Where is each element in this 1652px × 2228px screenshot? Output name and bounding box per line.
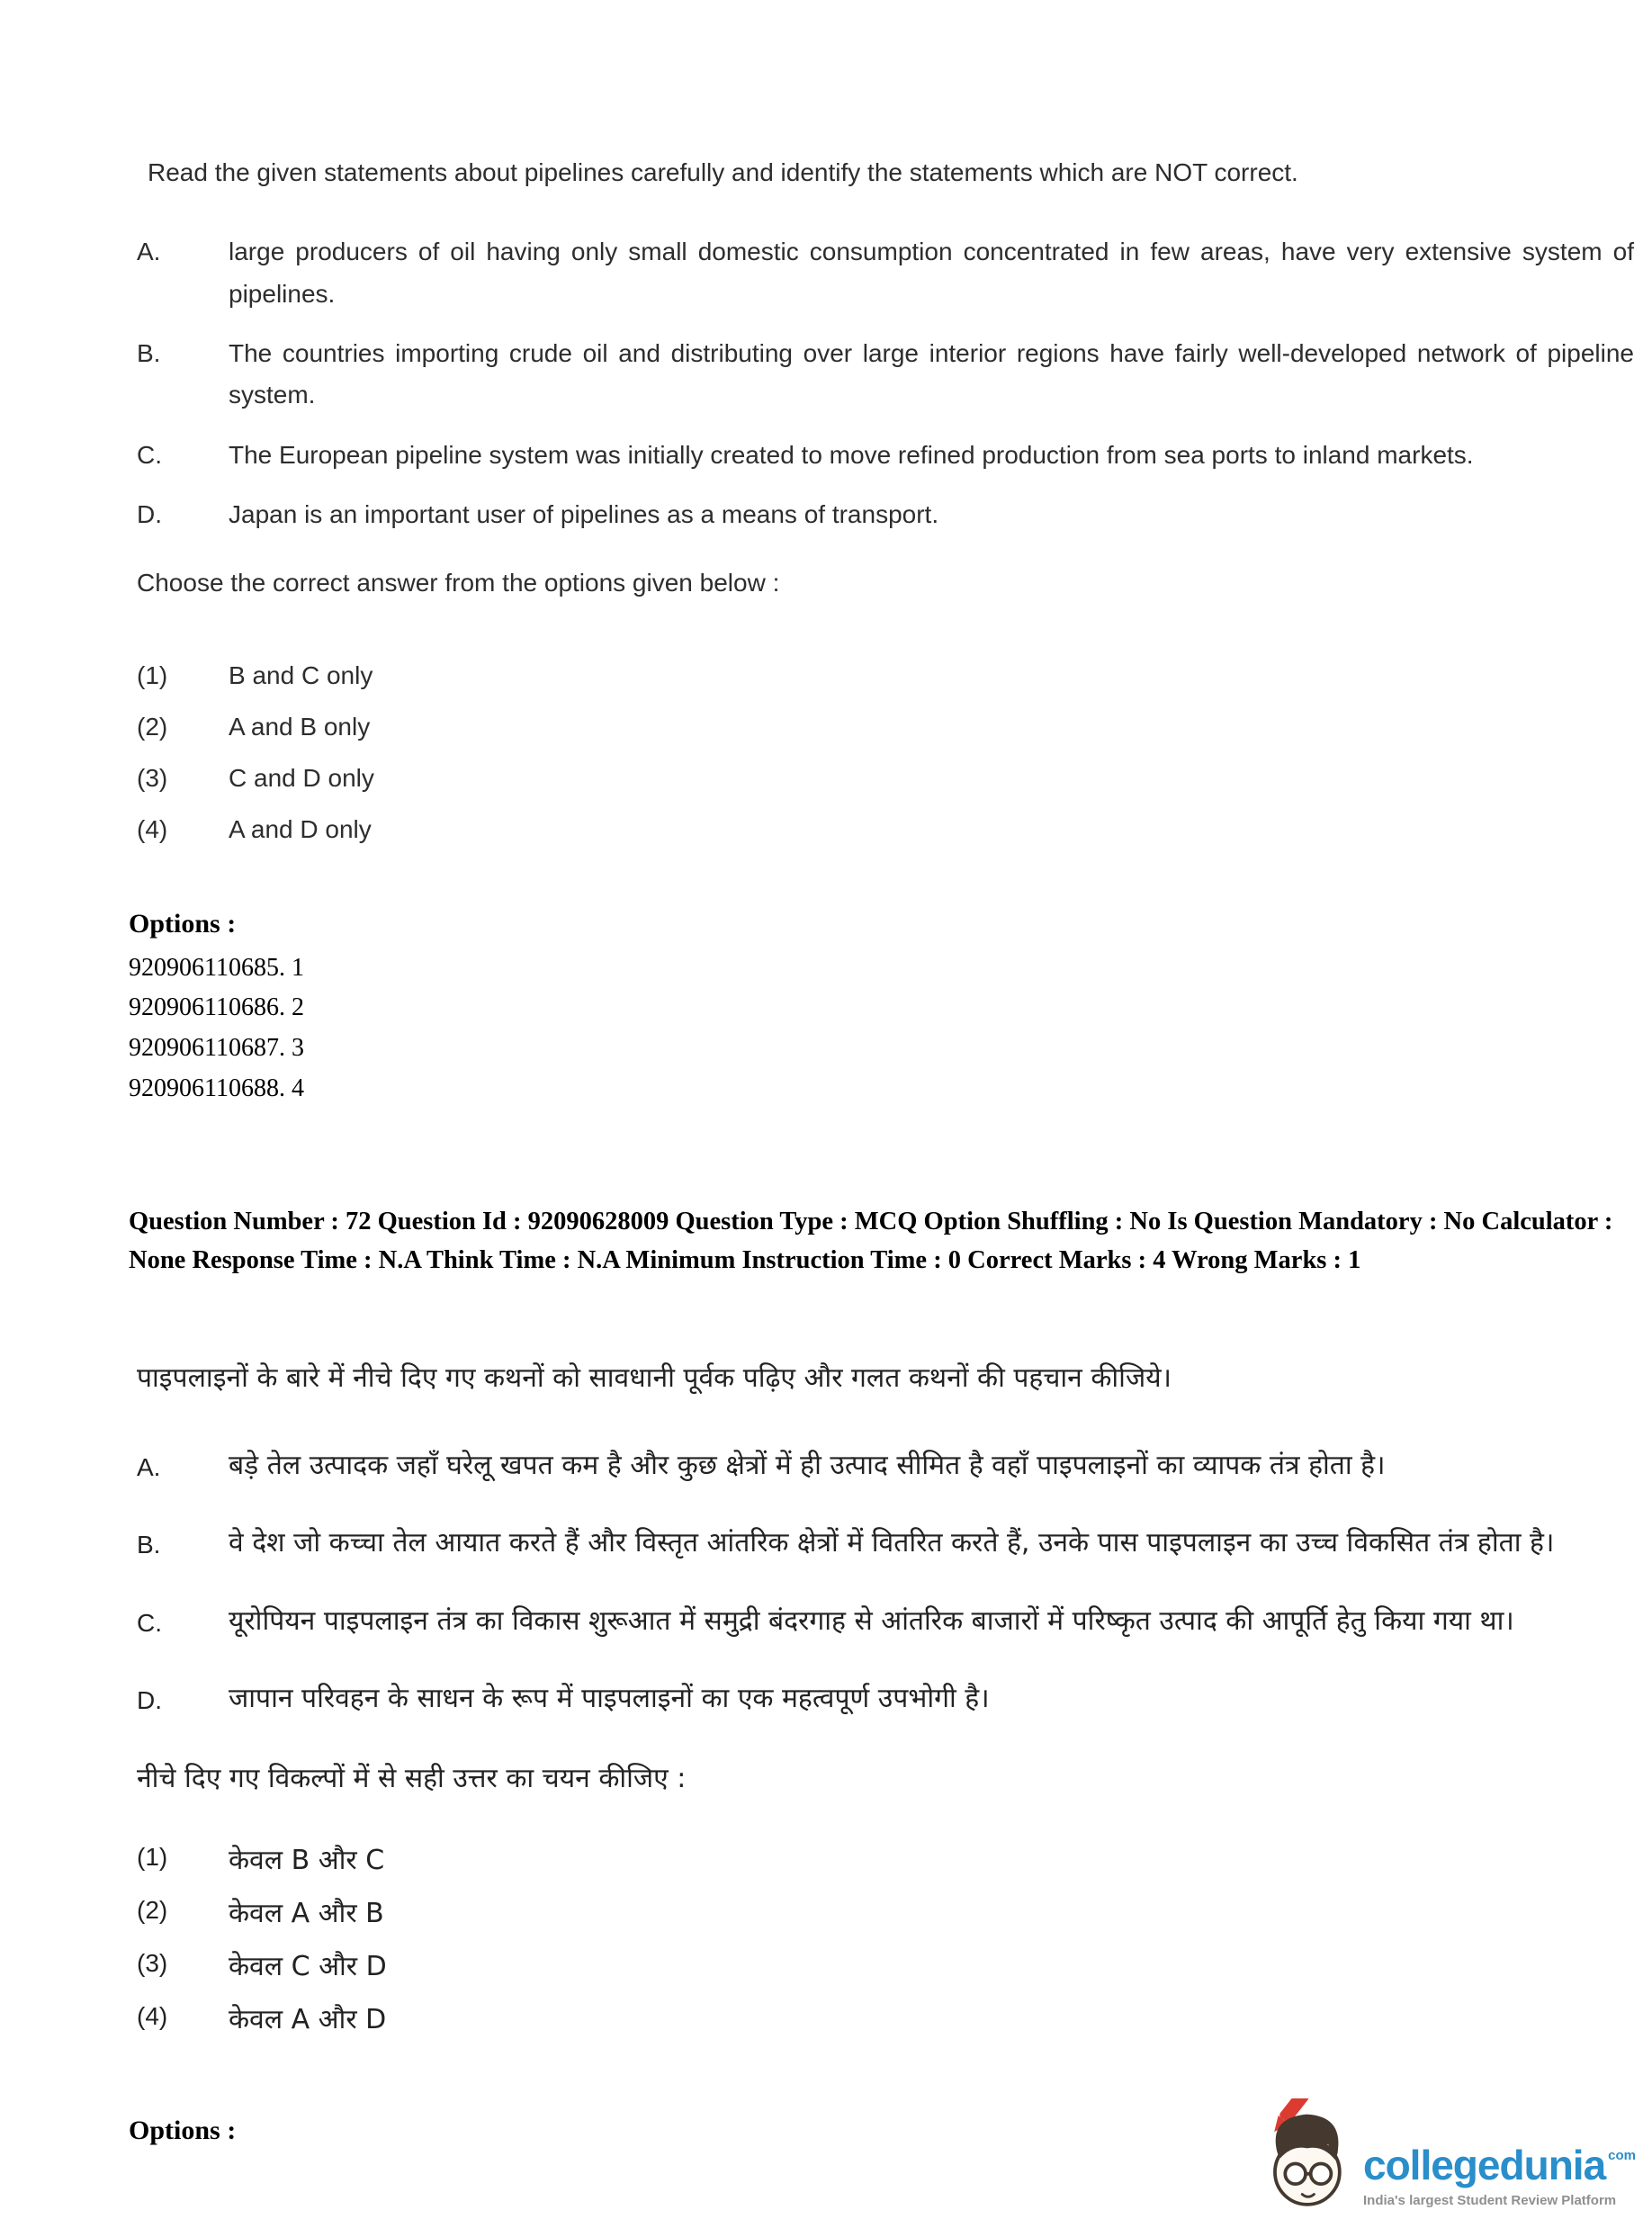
collegedunia-logo <box>1259 2098 1636 2212</box>
choose-answer-line-hi: नीचे दिए गए विकल्पों में से सही उत्तर का चयन कीजिए : <box>137 1762 687 1794</box>
option-text: A and B only <box>229 712 371 741</box>
statement-row <box>137 1442 1634 1489</box>
statement-row <box>137 494 1634 535</box>
statement-letter: D. <box>137 500 162 529</box>
statement-row <box>137 1520 1634 1567</box>
statement-row <box>137 1598 1634 1645</box>
statement-letter: C. <box>137 1608 162 1637</box>
option-text: केवल A और B <box>229 1897 384 1929</box>
options-header-bottom: Options : <box>129 2115 237 2145</box>
option-id: 920906110688. 4 <box>129 1074 304 1103</box>
statement-text: The European pipeline system was initially created to move refined production from sea ports to inland markets. <box>229 440 1474 469</box>
option-number: (4) <box>137 2001 168 2030</box>
option-id-list <box>129 948 1634 1110</box>
option-text: केवल B और C <box>229 1844 385 1876</box>
brand-tagline: India's largest Student Review Platform <box>1362 2193 1617 2208</box>
choose-answer-line-en: Choose the correct answer from the options given below : <box>137 568 780 597</box>
statement-row <box>137 435 1634 476</box>
statement-text: large producers of oil having only small domestic consumption concentrated in few areas, have very extensive system of pipelines. <box>229 238 1634 308</box>
option-text: केवल C और D <box>229 1950 387 1982</box>
mcq-option-row <box>137 764 1634 793</box>
statement-text: Japan is an important user of pipelines as a means of transport. <box>229 500 939 529</box>
mcq-option-row <box>137 1840 1634 1877</box>
option-number: (4) <box>137 814 168 843</box>
question-metadata: Question Number : 72 Question Id : 92090628009 Question Type : MCQ Option Shuffling : No Is Question Mandatory : No Calculator : None Response Time : N.A Think Time : N.A Minimum Instruction Time : 0 Correct Marks : 4 Wrong Marks : 1 <box>129 1207 1613 1274</box>
option-id: 920906110687. 3 <box>129 1034 304 1063</box>
statement-text: जापान परिवहन के साधन के रूप में पाइपलाइनों का एक महत्वपूर्ण उपभोगी है। <box>229 1682 990 1714</box>
option-text: B and C only <box>229 660 373 689</box>
option-number: (1) <box>137 1842 168 1871</box>
statements-en <box>137 231 1634 536</box>
option-number: (3) <box>137 763 168 792</box>
options-header: Options : <box>129 908 237 939</box>
brand-name: collegedunia <box>1362 2142 1606 2188</box>
option-number: (3) <box>137 1948 168 1977</box>
statement-letter: B. <box>137 338 161 367</box>
option-id: 920906110685. 1 <box>129 953 304 982</box>
question-intro-hi: पाइपलाइनों के बारे में नीचे दिए गए कथनों को सावधानी पूर्वक पढ़िए और गलत कथनों की पहचान कीजिये। <box>137 1362 1172 1395</box>
option-text: A and D only <box>229 814 372 843</box>
statement-row <box>137 1675 1634 1722</box>
option-number: (2) <box>137 712 168 741</box>
option-number: (1) <box>137 660 168 689</box>
statement-text: वे देश जो कच्चा तेल आयात करते हैं और विस्तृत आंतरिक क्षेत्रों में वितरित करते हैं, उनके पास पाइपलाइन का उच्च विकसित तंत्र होता है। <box>229 1527 1555 1559</box>
option-id: 920906110686. 2 <box>129 993 304 1022</box>
statements-hi <box>137 1442 1634 1722</box>
mcq-options-hi <box>137 1840 1634 2036</box>
statement-text: यूरोपियन पाइपलाइन तंत्र का विकास शुरूआत में समुद्री बंदरगाह से आंतरिक बाजारों में परिष्कृत उत्पाद की आपूर्ति हेतु किया गया था। <box>229 1604 1514 1637</box>
statement-letter: D. <box>137 1685 162 1714</box>
statement-text: बड़े तेल उत्पादक जहाँ घरेलू खपत कम है और कुछ क्षेत्रों में ही उत्पाद सीमित है वहाँ पाइपलाइनों का व्यापक तंत्र होता है। <box>229 1450 1386 1482</box>
statement-row <box>137 231 1634 315</box>
option-text: केवल A और D <box>229 2003 387 2035</box>
question-intro-en: Read the given statements about pipelines carefully and identify the statements which are NOT correct. <box>148 158 1298 186</box>
option-text: C and D only <box>229 763 374 792</box>
collegedunia-mascot-icon <box>1259 2098 1352 2212</box>
collegedunia-wordmark <box>1363 2144 1636 2212</box>
statement-letter: A. <box>137 238 161 266</box>
mcq-option-row <box>137 1946 1634 1983</box>
mcq-options-en <box>137 661 1634 844</box>
brand-tld: com <box>1608 2148 1636 2163</box>
statement-letter: B. <box>137 1531 161 1559</box>
mcq-option-row <box>137 713 1634 741</box>
mcq-option-row <box>137 1999 1634 2036</box>
statement-text: The countries importing crude oil and distributing over large interior regions have fairly well-developed network of pipeline system. <box>229 338 1634 409</box>
statement-letter: C. <box>137 440 162 469</box>
statement-row <box>137 333 1634 417</box>
mcq-option-row <box>137 661 1634 690</box>
page-content <box>129 151 1634 2146</box>
mcq-option-row <box>137 815 1634 844</box>
statement-letter: A. <box>137 1453 161 1482</box>
option-number: (2) <box>137 1895 168 1924</box>
mcq-option-row <box>137 1893 1634 1930</box>
